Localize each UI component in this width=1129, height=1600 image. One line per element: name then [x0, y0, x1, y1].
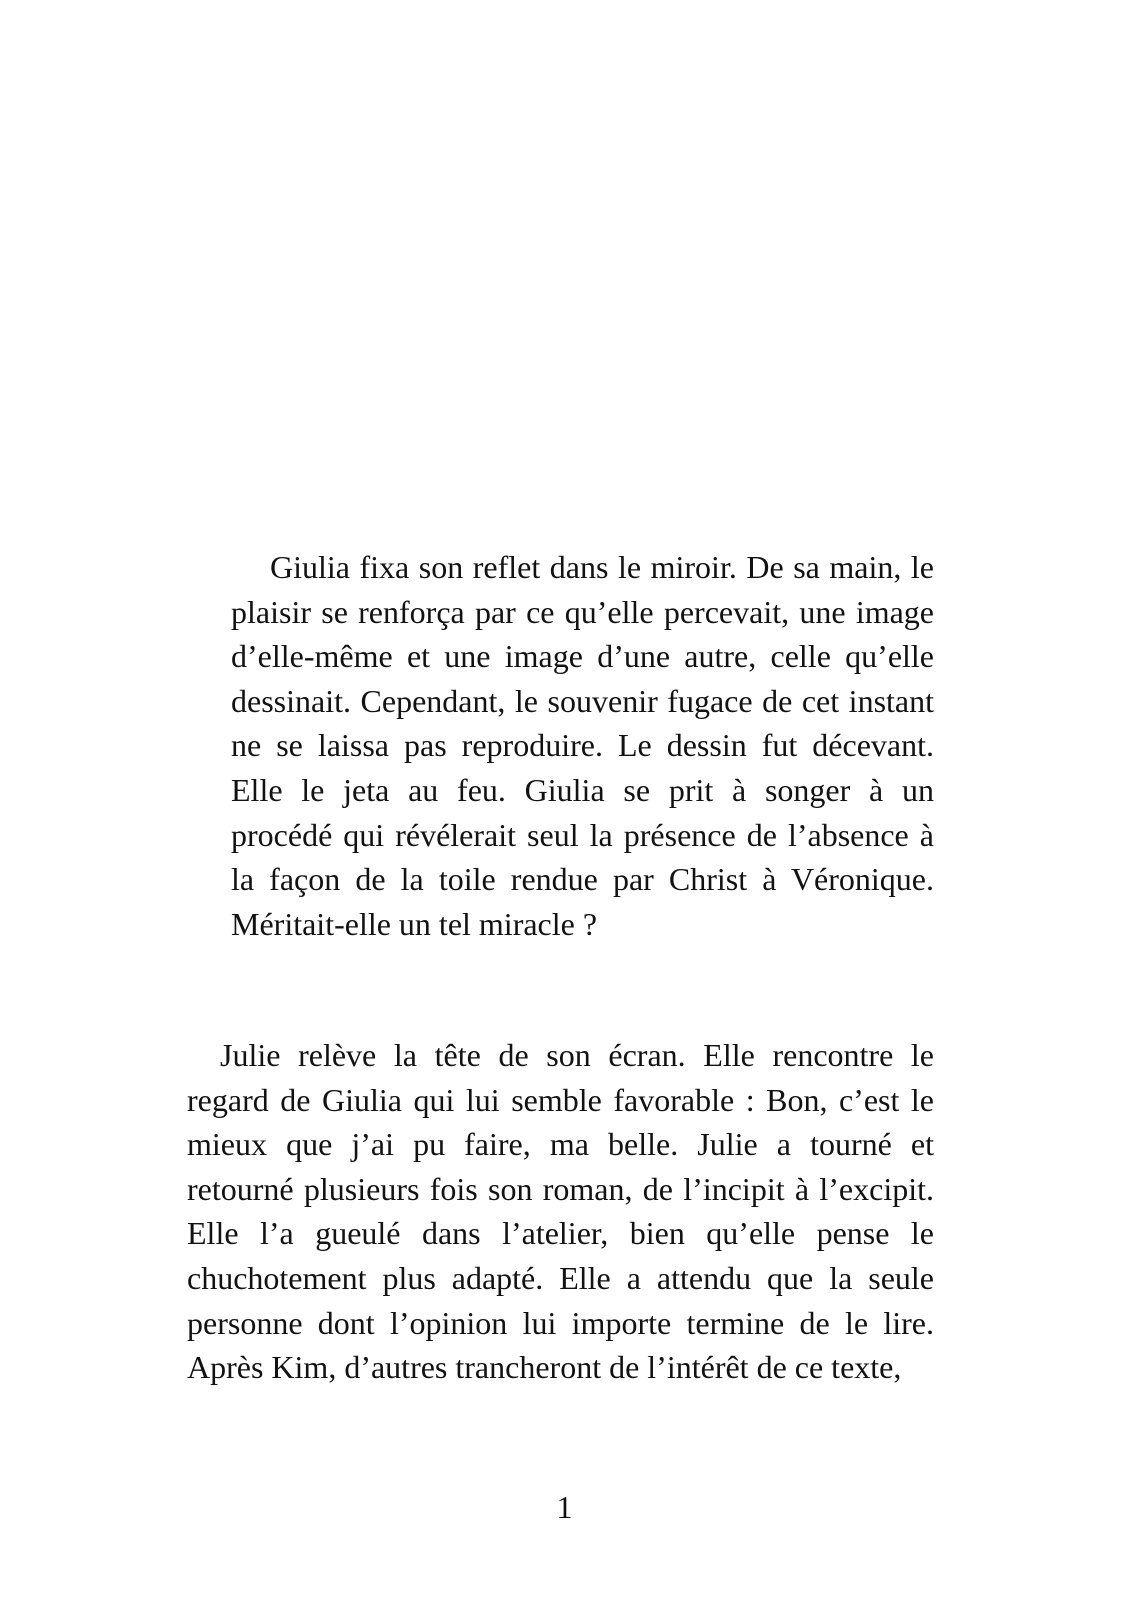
text-line: plaisir se renforça par ce qu’elle percevait, une image [231, 593, 934, 630]
text-line: Giulia fixa son reflet dans le miroir. De sa main, le [270, 549, 934, 585]
text-line: ne se laissa pas reproduire. Le dessin fut décevant. [231, 727, 934, 764]
text-line: mieux que j’ai pu faire, ma belle. Julie a tourné et [187, 1126, 934, 1163]
text-line: chuchotement plus adapté. Elle a attendu que la seule [187, 1259, 934, 1296]
text-line: regard de Giulia qui lui semble favorable : Bon, c’est le [187, 1081, 934, 1118]
text-line: Après Kim, d’autres trancheront de l’intérêt de ce texte, [187, 1349, 902, 1386]
text-line: procédé qui révélerait seul la présence de l’absence à [231, 816, 934, 853]
text-line: personne dont l’opinion lui importe termine de le lire. [187, 1304, 934, 1341]
text-line: Elle le jeta au feu. Giulia se prit à songer à un [231, 771, 934, 808]
text-line: dessinait. Cependant, le souvenir fugace de cet instant [231, 682, 934, 719]
text-line: Méritait-elle un tel miracle ? [231, 905, 598, 942]
text-line: retourné plusieurs fois son roman, de l’incipit à l’excipit. [187, 1170, 934, 1207]
paragraph-body [187, 1033, 934, 1390]
text-line: d’elle-même et une image d’une autre, celle qu’elle [231, 638, 934, 675]
paragraph-excerpt [231, 545, 934, 946]
text-line: Elle l’a gueulé dans l’atelier, bien qu’elle pense le [187, 1215, 934, 1252]
page-number: 1 [556, 1489, 573, 1525]
text-line: Julie relève la tête de son écran. Elle rencontre le [220, 1037, 934, 1073]
text-line: la façon de la toile rendue par Christ à Véronique. [231, 861, 934, 898]
